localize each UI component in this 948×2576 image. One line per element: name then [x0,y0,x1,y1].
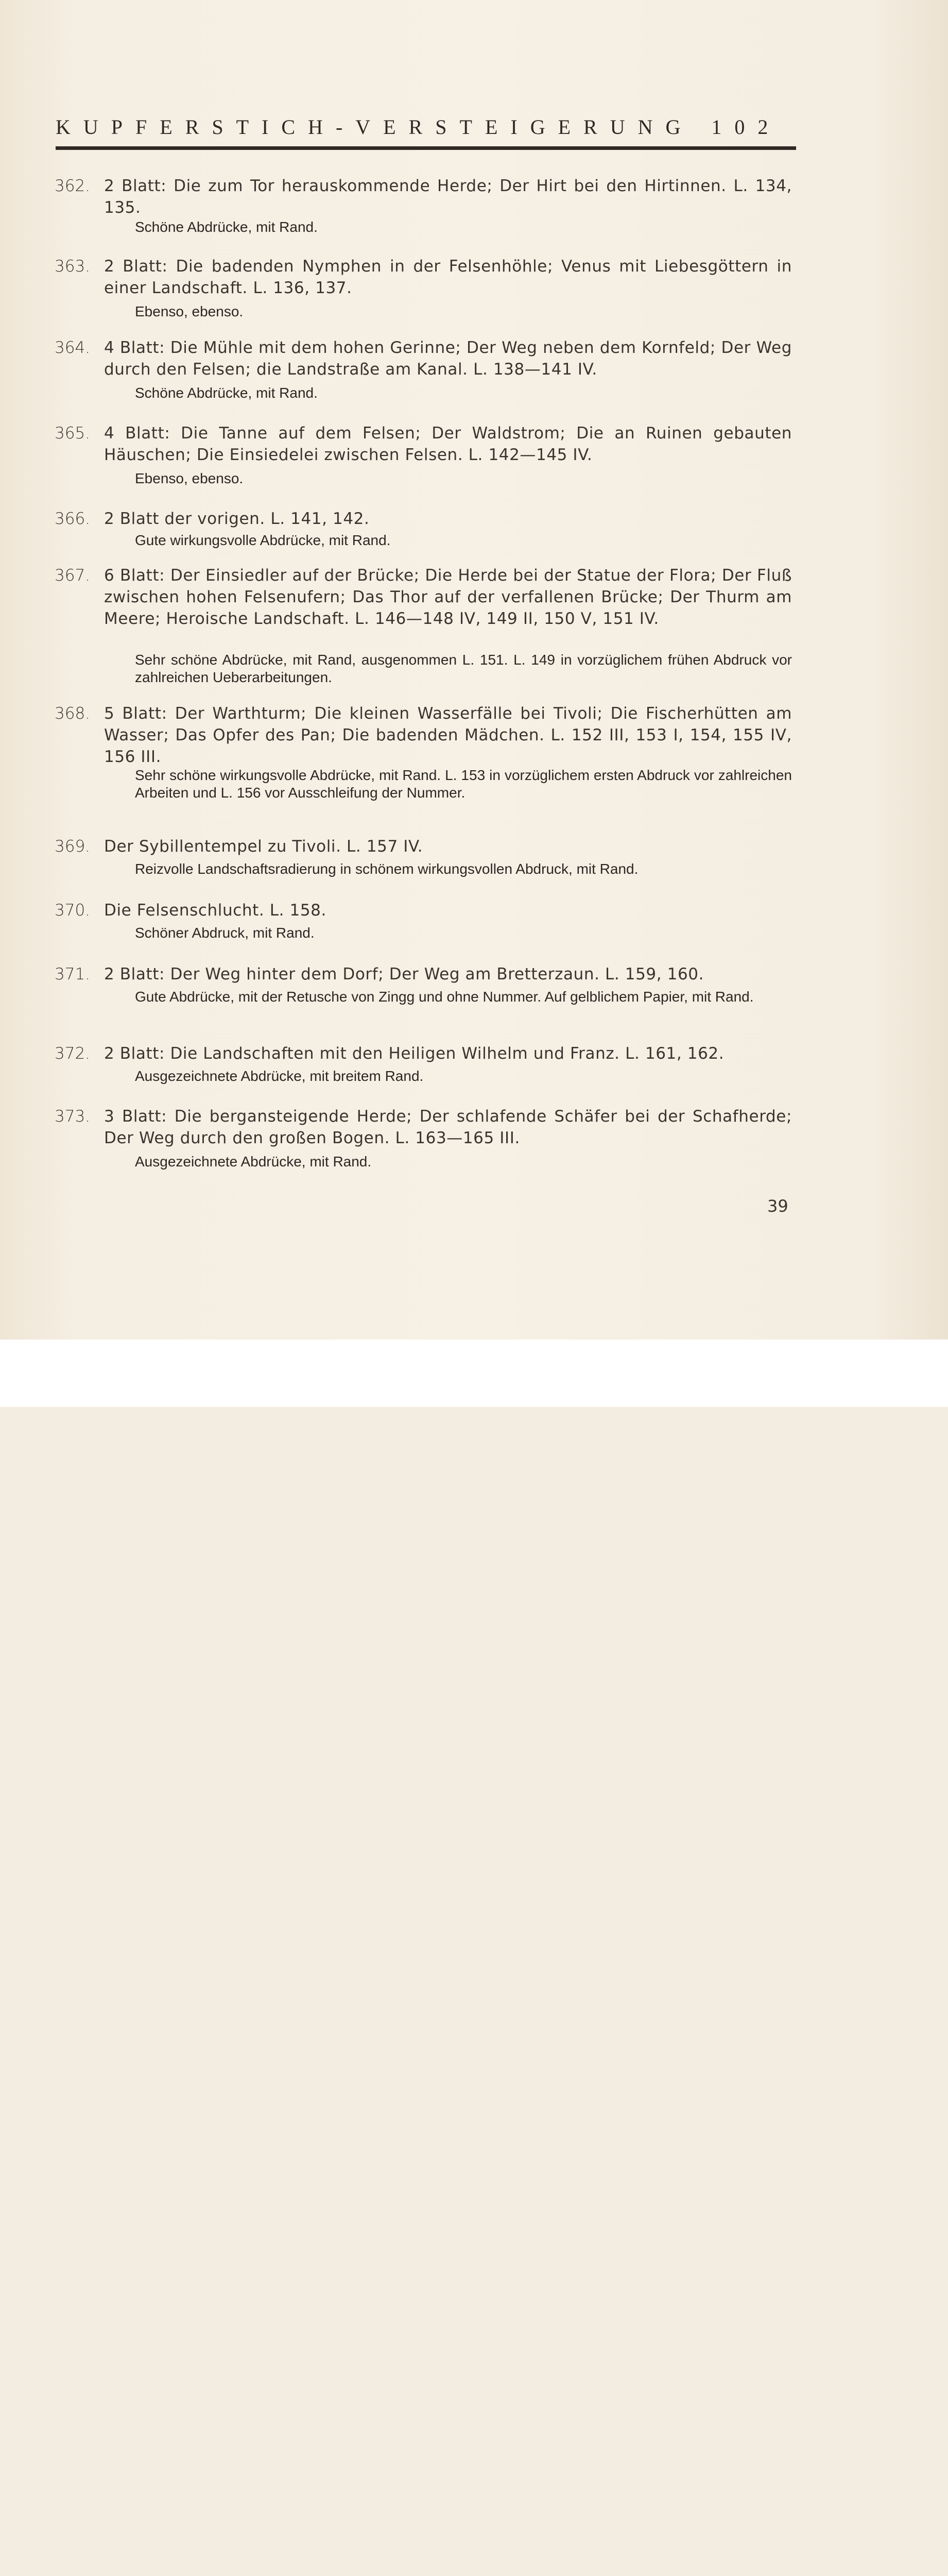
entry-title: 6 Blatt: Der Einsiedler auf der Brücke; Die Herde bei der Statue der Flora; Der Fluß zwischen hohen Felsenufern; Das Thor auf der verfallenen Brücke; Der Thurm am Meere; Heroische Landschaft. L. 146—148 IV, 149 II, 150 V, 151 IV. [104,566,792,628]
entry-note: Ebenso, ebenso. [135,303,244,319]
entry-title: 3 Blatt: Die bergansteigende Herde; Der schlafende Schäfer bei der Schafherde; Der Weg durch den großen Bogen. L. 163—165 III. [104,1107,792,1147]
footer-bar [0,1340,948,1407]
entry-title: 2 Blatt der vorigen. L. 141, 142. [104,510,370,528]
entry-note: Ausgezeichnete Abdrücke, mit Rand. [135,1154,372,1170]
entry-number: 366. [55,510,91,528]
entry-title: 2 Blatt: Die Landschaften mit den Heiligen Wilhelm und Franz. L. 161, 162. [104,1044,725,1063]
entry-note: Reizvolle Landschaftsradierung in schönem wirkungsvollen Abdruck, mit Rand. [135,861,639,877]
entry-note: Ausgezeichnete Abdrücke, mit breitem Rand. [135,1068,424,1084]
entry-number: 364. [55,338,91,357]
entry-number: 373. [55,1107,91,1126]
entry-number: 369. [55,837,91,856]
page-number: 39 [767,1196,788,1216]
entry-title: 4 Blatt: Die Tanne auf dem Felsen; Der Waldstrom; Die an Ruinen gebauten Häuschen; Die Einsiedelei zwischen Felsen. L. 142—145 IV. [104,424,792,464]
entry-number: 362. [55,177,91,195]
entry-number: 371. [55,965,91,984]
header-rule [56,146,796,150]
entry-title: 2 Blatt: Der Weg hinter dem Dorf; Der Weg am Bretterzaun. L. 159, 160. [104,965,704,984]
entry-number: 365. [55,424,91,443]
entry-number: 372. [55,1044,91,1063]
entry-note: Schöne Abdrücke, mit Rand. [135,385,318,401]
entry-note: Sehr schöne wirkungsvolle Abdrücke, mit Rand. L. 153 in vorzüglichem ersten Abdruck vor zahlreichen Arbeiten und L. 156 vor Ausschleifung der Nummer. [135,767,792,801]
running-header: KUPFERSTICH-VERSTEIGERUNG 102 [56,115,781,139]
entry-note: Sehr schöne Abdrücke, mit Rand, ausgenommen L. 151. L. 149 in vorzüglichem frühen Abdruck vor zahlreichen Ueberarbeitungen. [135,652,792,685]
entry-title: Der Sybillentempel zu Tivoli. L. 157 IV. [104,837,423,856]
entry-note: Schöne Abdrücke, mit Rand. [135,219,318,235]
entry-title: 5 Blatt: Der Warthturm; Die kleinen Wasserfälle bei Tivoli; Die Fischerhütten am Wasser; Das Opfer des Pan; Die badenden Mädchen. L. 152 III, 153 I, 154, 155 IV, 156 III. [104,704,792,766]
entry-number: 367. [55,566,91,585]
entry-title: Die Felsenschlucht. L. 158. [104,901,326,920]
entry-number: 363. [55,257,91,276]
entry-title: 2 Blatt: Die badenden Nymphen in der Felsenhöhle; Venus mit Liebesgöttern in einer Landschaft. L. 136, 137. [104,257,792,297]
entry-number: 370. [55,901,91,920]
entry-title: 2 Blatt: Die zum Tor herauskommende Herde; Der Hirt bei den Hirtinnen. L. 134, 135. [104,177,792,217]
entry-note: Gute wirkungsvolle Abdrücke, mit Rand. [135,532,391,548]
entry-title: 4 Blatt: Die Mühle mit dem hohen Gerinne; Der Weg neben dem Kornfeld; Der Weg durch den Felsen; die Landstraße am Kanal. L. 138—141 IV. [104,338,792,379]
entry-note: Schöner Abdruck, mit Rand. [135,925,315,941]
entry-note: Gute Abdrücke, mit der Retusche von Zingg und ohne Nummer. Auf gelblichem Papier, mit Rand. [135,989,754,1005]
entry-number: 368. [55,704,91,723]
entry-note: Ebenso, ebenso. [135,470,244,486]
